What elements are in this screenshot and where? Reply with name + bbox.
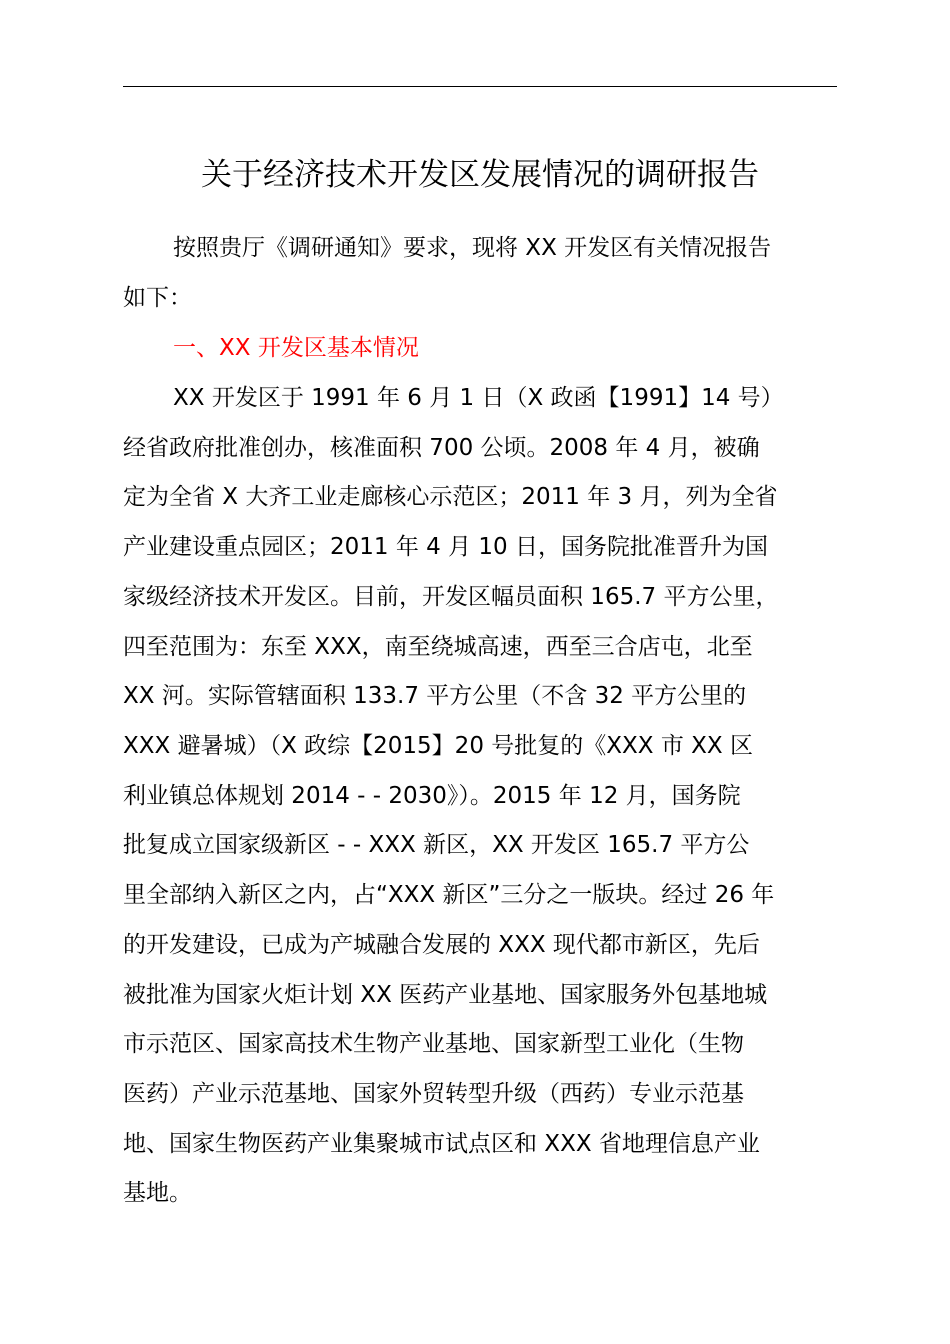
body-line: 经省政府批准创办，核准面积 700 公顷。2008 年 4 月，被确 <box>123 435 760 461</box>
section-heading: 一、XX 开发区基本情况 <box>173 335 419 361</box>
intro-line-2: 如下： <box>123 285 192 311</box>
body-line: 批复成立国家级新区 - - XXX 新区，XX 开发区 165.7 平方公 <box>123 832 750 858</box>
body-line: XXX 避暑城）（X 政综【2015】20 号批复的《XXX 市 XX 区 <box>123 733 753 759</box>
intro-line-1: 按照贵厅《调研通知》要求，现将 XX 开发区有关情况报告 <box>173 235 772 261</box>
body-line: XX 河。实际管辖面积 133.7 平方公里（不含 32 平方公里的 <box>123 683 747 709</box>
body-line: 基地。 <box>123 1180 192 1206</box>
body-line: 被批准为国家火炬计划 XX 医药产业基地、国家服务外包基地城 <box>123 982 768 1008</box>
document-title: 关于经济技术开发区发展情况的调研报告 <box>201 157 759 193</box>
body-line: 里全部纳入新区之内，占“XXX 新区”三分之一版块。经过 26 年 <box>123 882 775 908</box>
body-line: 医药）产业示范基地、国家外贸转型升级（西药）专业示范基 <box>123 1081 744 1107</box>
body-line: 地、国家生物医药产业集聚城市试点区和 XXX 省地理信息产业 <box>123 1131 760 1157</box>
body-line: 家级经济技术开发区。目前，开发区幅员面积 165.7 平方公里， <box>123 584 779 610</box>
body-line: 产业建设重点园区；2011 年 4 月 10 日，国务院批准晋升为国 <box>123 534 768 560</box>
body-line: 利业镇总体规划 2014 - - 2030》）。2015 年 12 月，国务院 <box>123 783 741 809</box>
body-line: 的开发建设，已成为产城融合发展的 XXX 现代都市新区，先后 <box>123 932 760 958</box>
body-line: 定为全省 X 大齐工业走廊核心示范区；2011 年 3 月，列为全省 <box>123 484 778 510</box>
body-line: XX 开发区于 1991 年 6 月 1 日（X 政函【1991】14 号） <box>173 385 784 411</box>
body-line: 四至范围为：东至 XXX，南至绕城高速，西至三合店屯，北至 <box>123 634 753 660</box>
header-rule <box>123 86 837 87</box>
body-line: 市示范区、国家高技术生物产业基地、国家新型工业化（生物 <box>123 1031 744 1057</box>
